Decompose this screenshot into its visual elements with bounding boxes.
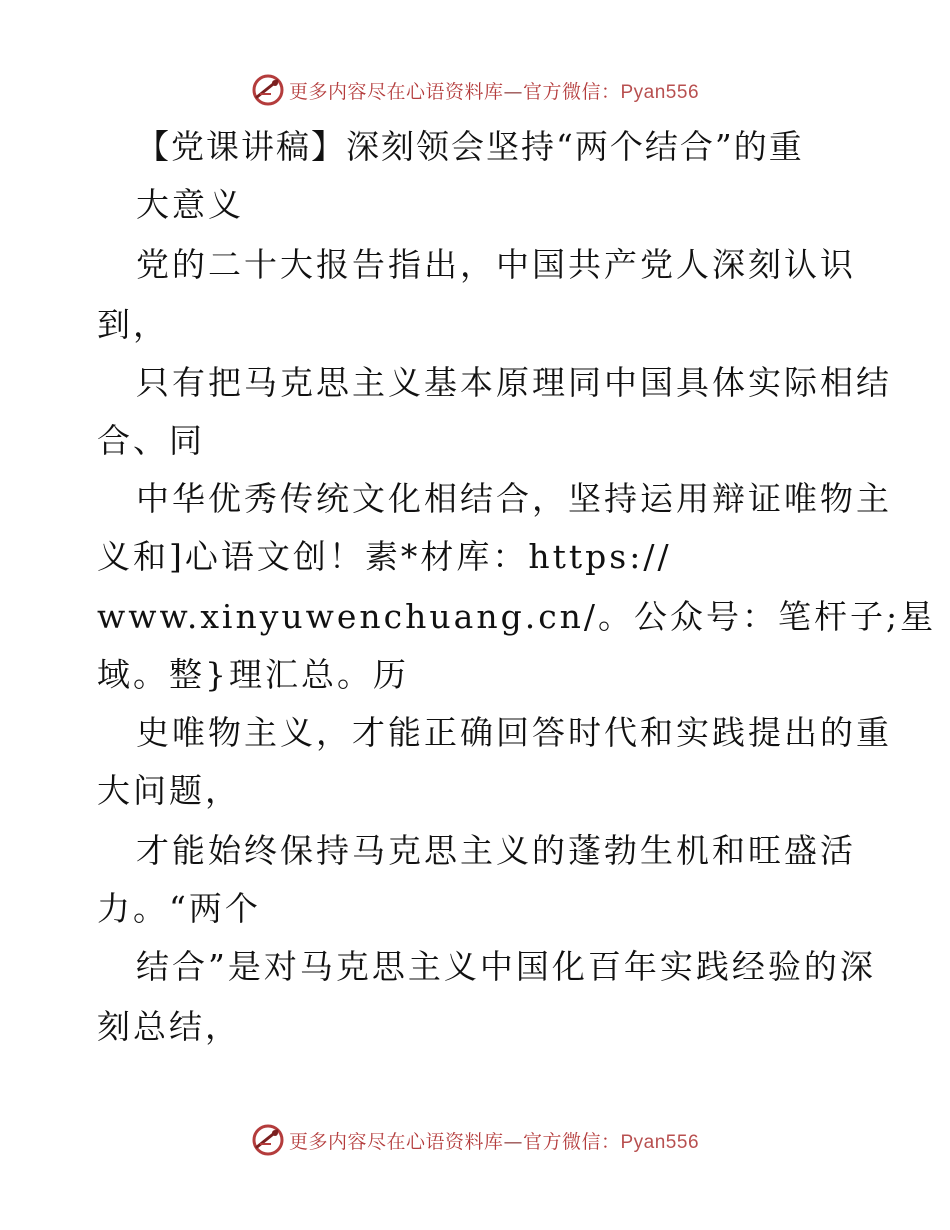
header-banner xyxy=(0,70,950,110)
document-title-line-2: 大意义 xyxy=(136,185,244,224)
paragraph-line: 结合”是对马克思主义中国化百年实践经验的深 xyxy=(136,947,876,986)
paragraph-line: 大问题， xyxy=(97,771,241,810)
paragraph-line: 刻总结， xyxy=(97,1007,241,1046)
paragraph-line: 义和]心语文创！素*材库：https:// xyxy=(97,537,672,576)
paragraph-line: 到， xyxy=(97,305,169,344)
banner-separator: — xyxy=(503,1130,523,1153)
paragraph-line: 合、同 xyxy=(97,421,205,460)
banner-wechat-id: Pyan556 xyxy=(620,81,700,103)
banner-wechat-label: 官方微信： xyxy=(522,1130,621,1153)
paragraph-line: 史唯物主义，才能正确回答时代和实践提出的重 xyxy=(136,713,892,752)
banner-separator: — xyxy=(503,80,523,103)
pen-logo-icon xyxy=(251,73,285,107)
paragraph-line: 中华优秀传统文化相结合，坚持运用辩证唯物主 xyxy=(136,479,892,518)
banner-wechat-id: Pyan556 xyxy=(620,1131,700,1153)
paragraph-line: 党的二十大报告指出，中国共产党人深刻认识 xyxy=(136,245,856,284)
banner-text xyxy=(289,77,699,104)
banner-text xyxy=(289,1127,699,1154)
paragraph-line: 才能始终保持马克思主义的蓬勃生机和旺盛活 xyxy=(136,831,856,870)
banner-library-text: 更多内容尽在心语资料库 xyxy=(288,80,504,103)
footer-banner xyxy=(0,1120,950,1160)
banner-wechat-label: 官方微信： xyxy=(522,80,621,103)
paragraph-line: 域。整}理汇总。历 xyxy=(97,655,409,694)
paragraph-line: 只有把马克思主义基本原理同中国具体实际相结 xyxy=(136,363,892,402)
banner-library-text: 更多内容尽在心语资料库 xyxy=(288,1130,504,1153)
paragraph-line: www.xinyuwenchuang.cn/。公众号：笔杆子;星 xyxy=(97,597,937,636)
paragraph-line: 力。“两个 xyxy=(97,889,261,928)
pen-logo-icon xyxy=(251,1123,285,1157)
document-title-line-1: 【党课讲稿】深刻领会坚持“两个结合”的重 xyxy=(136,127,804,166)
